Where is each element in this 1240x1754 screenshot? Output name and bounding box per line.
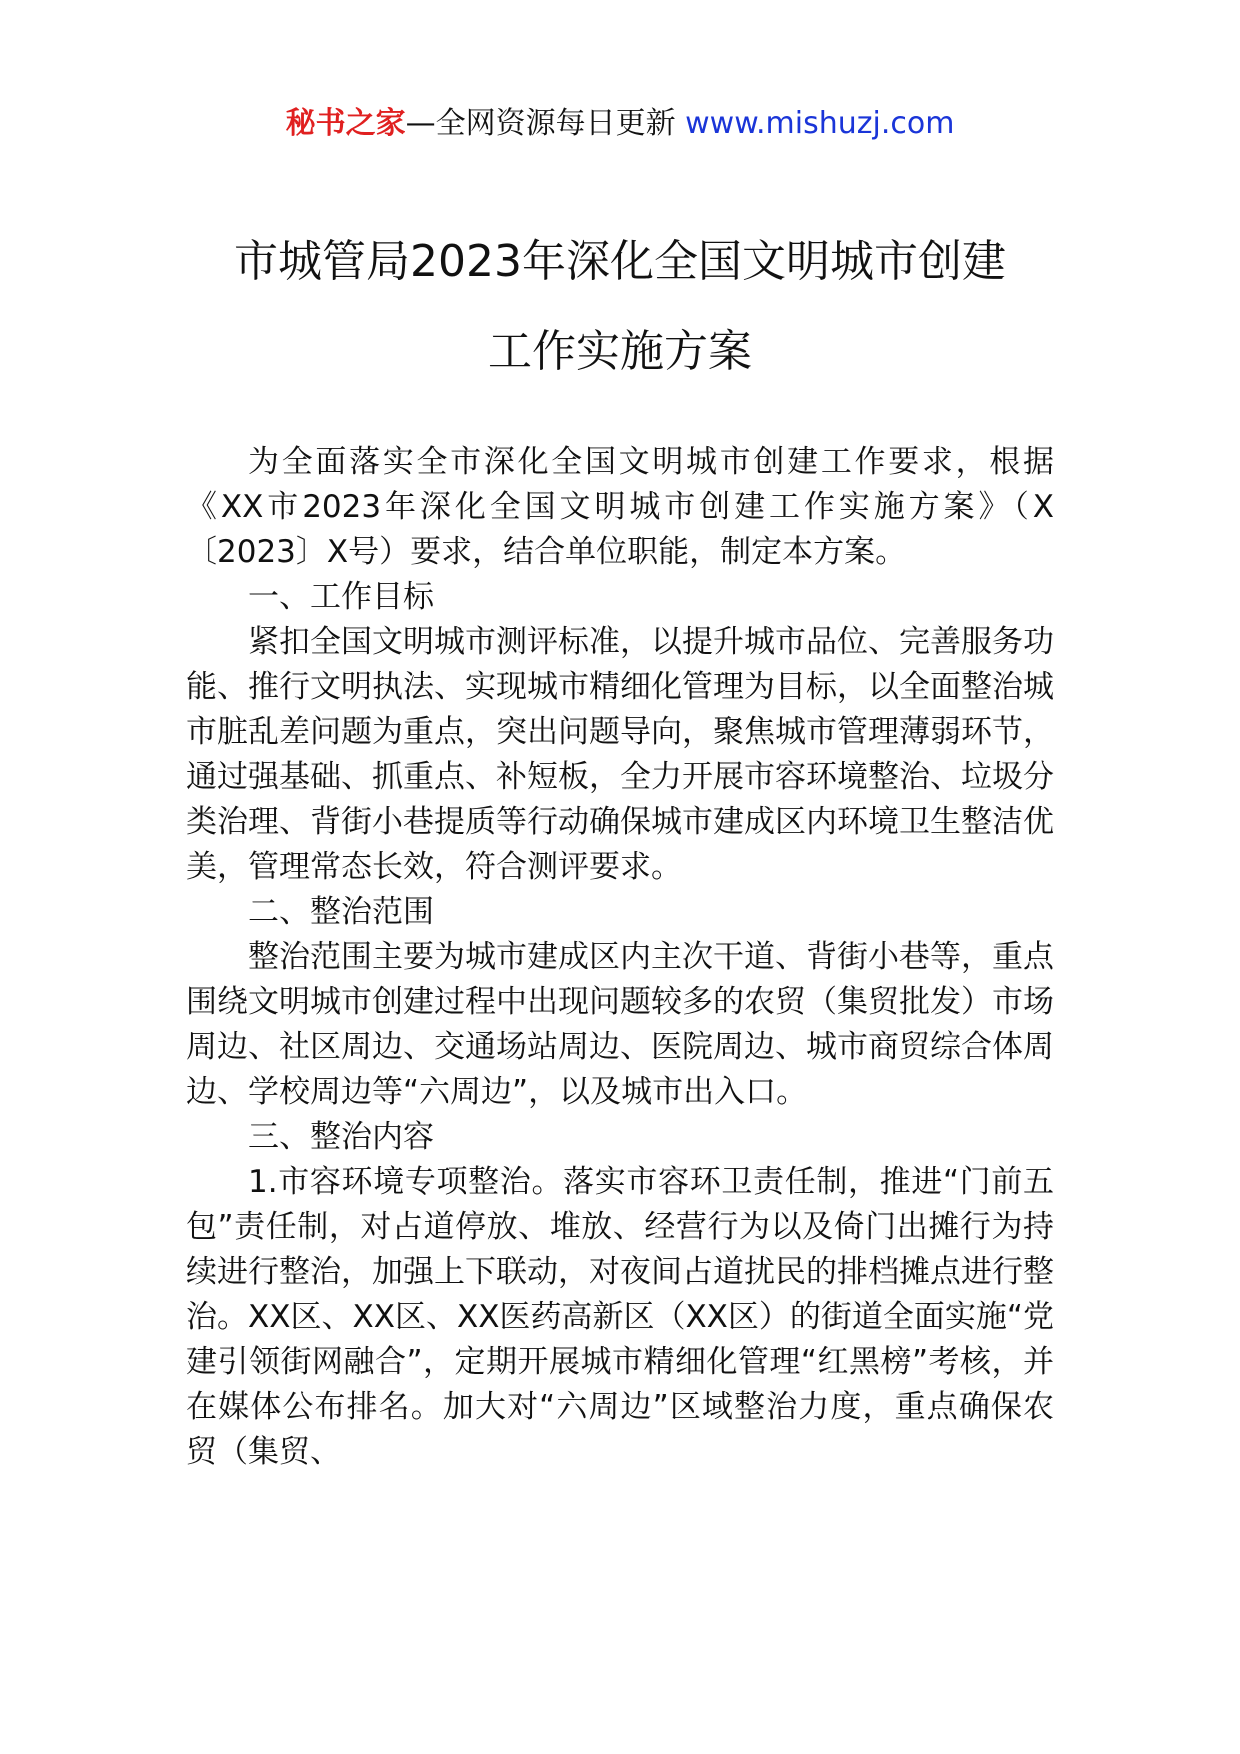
intro-paragraph: 为全面落实全市深化全国文明城市创建工作要求，根据《XX市2023年深化全国文明城市创建工作实施方案》（X〔2023〕X号）要求，结合单位职能，制定本方案。 xyxy=(186,444,1054,570)
site-tagline: —全网资源每日更新 xyxy=(405,106,686,141)
goals-paragraph: 紧扣全国文明城市测评标准，以提升城市品位、完善服务功能、推行文明执法、实现城市精细化管理为目标，以全面整治城市脏乱差问题为重点，突出问题导向，聚焦城市管理薄弱环节，通过强基础、抓重点、补短板，全力开展市容环境整治、垃圾分类治理、背街小巷提质等行动确保城市建成区内环境卫生整洁优美，管理常态长效，符合测评要求。 xyxy=(186,624,1054,885)
document-title-line-1: 市城管局2023年深化全国文明城市创建 xyxy=(234,236,1006,287)
section-heading-content: 三、整治内容 xyxy=(248,1119,434,1155)
site-brand: 秘书之家 xyxy=(285,106,406,141)
document-title-line-2: 工作实施方案 xyxy=(488,326,752,377)
site-url[interactable]: www.mishuzj.com xyxy=(685,106,955,141)
section-heading-goals: 一、工作目标 xyxy=(248,579,434,615)
document-body xyxy=(186,440,1054,1475)
section-heading-scope: 二、整治范围 xyxy=(248,894,434,930)
content-paragraph-1: 1.市容环境专项整治。落实市容环卫责任制，推进“门前五包”责任制，对占道停放、堆放、经营行为以及倚门出摊行为持续进行整治，加强上下联动，对夜间占道扰民的排档摊点进行整治。XX区、XX区、XX医药高新区（XX区）的街道全面实施“党建引领街网融合”，定期开展城市精细化管理“红黑榜”考核，并在媒体公布排名。加大对“六周边”区域整治力度，重点确保农贸（集贸、 xyxy=(186,1164,1054,1470)
site-header xyxy=(0,100,1240,148)
scope-paragraph: 整治范围主要为城市建成区内主次干道、背街小巷等，重点围绕文明城市创建过程中出现问题较多的农贸（集贸批发）市场周边、社区周边、交通场站周边、医院周边、城市商贸综合体周边、学校周边等“六周边”，以及城市出入口。 xyxy=(186,939,1054,1110)
